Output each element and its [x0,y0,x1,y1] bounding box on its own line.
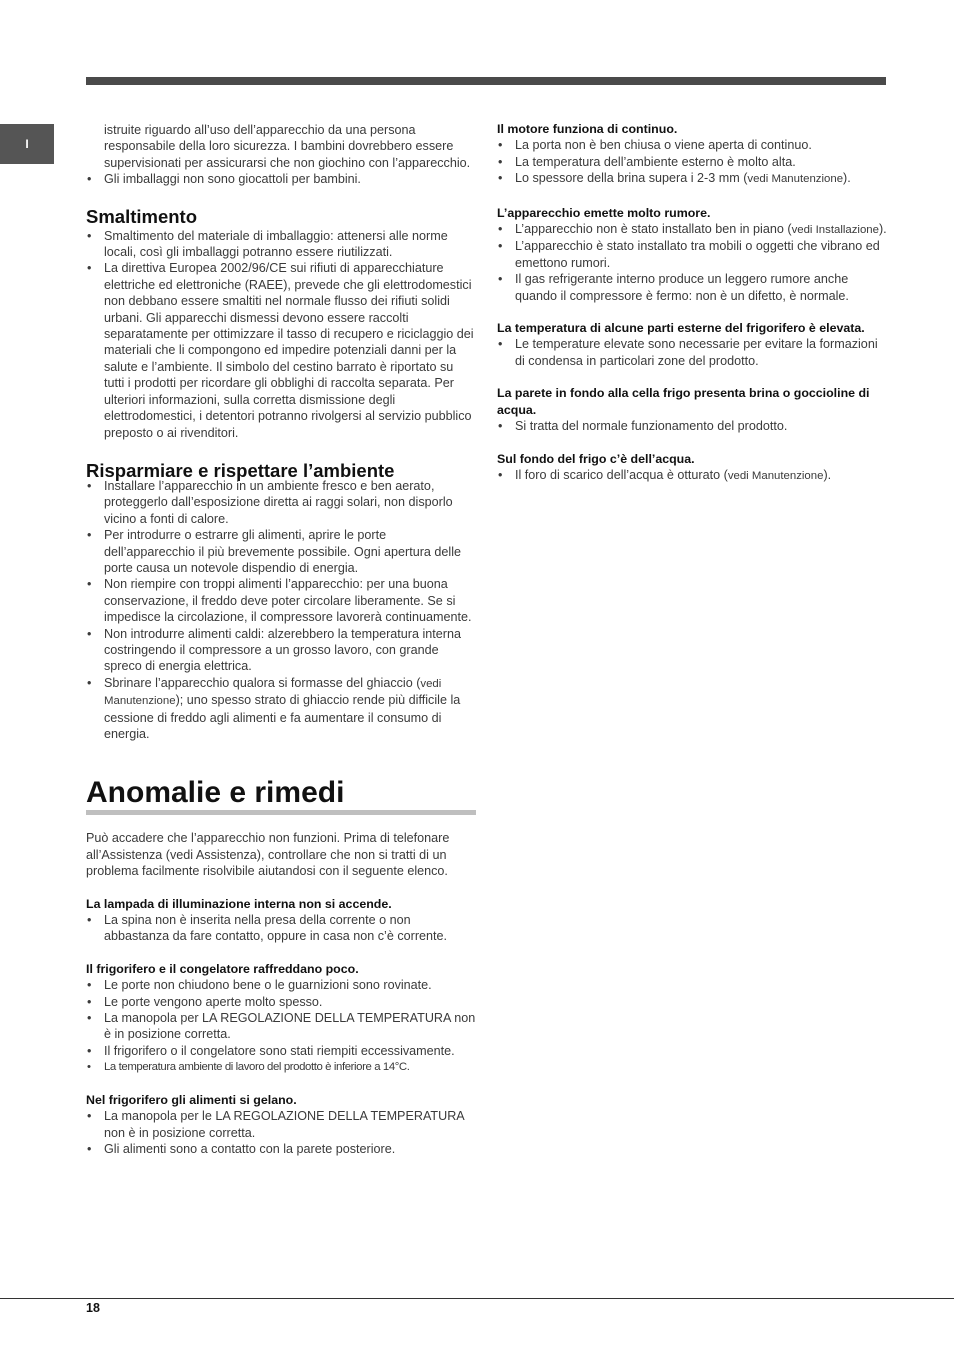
problem-heading: Il motore funziona di continuo. [497,122,678,136]
right-column [497,121,887,484]
problem-heading: La lampada di illuminazione interna non si accende. [86,896,392,911]
temperatura-esterne-bullets [497,336,887,369]
list-item: • Si tratta del normale funzionamento del prodotto. [497,418,887,434]
section-title-risparmiare: Risparmiare e rispettare l’ambiente [86,459,395,481]
list-item: • Smaltimento del materiale di imballaggio: attenersi alle norme locali, così gli imballaggi potranno essere riutilizzati. [86,228,476,261]
header-rule [86,77,886,85]
list-item: • La manopola per LA REGOLAZIONE DELLA TEMPERATURA non è in posizione corretta. [86,1010,476,1043]
list-item: istruite riguardo all’uso dell’apparecchio da una persona responsabile della loro sicurezza. I bambini dovrebbero essere supervisionati per assicurarsi che non giochino con l’apparecchio. [104,123,471,170]
smaltimento-bullets [86,228,476,441]
list-item: • Il frigorifero o il congelatore sono stati riempiti eccessivamente. [86,1043,476,1059]
language-tab [0,124,54,164]
list-item: • L’apparecchio non è stato installato ben in piano (vedi Installazione). [497,221,887,238]
problem-heading: La temperatura di alcune parti esterne del frigorifero è elevata. [497,321,865,336]
gelano-bullets [86,1108,476,1157]
language-tab-label: I [25,136,29,151]
list-item: • La temperatura ambiente di lavoro del prodotto è inferiore a 14°C. [86,1059,476,1075]
chapter-title: Anomalie e rimedi [86,776,476,815]
problem-heading: La parete in fondo alla cella frigo presenta brina o goccioline di acqua. [497,386,870,417]
parete-bullets [497,418,887,434]
list-item: • L’apparecchio è stato installato tra mobili o oggetti che vibrano ed emettono rumori. [497,238,887,271]
list-item: • Il foro di scarico dell’acqua è otturato (vedi Manutenzione). [497,467,887,484]
list-item: • Lo spessore della brina supera i 2-3 mm (vedi Manutenzione). [497,170,887,187]
acqua-bullets [497,467,887,484]
cross-reference: vedi Manutenzione [727,469,824,482]
anomalie-intro: Può accadere che l’apparecchio non funzioni. Prima di telefonare all’Assistenza (vedi Assistenza), controllare che non si tratti di un problema facilmente risolvibile aiutandosi con il seguente elenco. [86,831,450,879]
list-item: • Le porte vengono aperte molto spesso. [86,994,476,1010]
problem-heading: Il frigorifero e il congelatore raffreddano poco. [86,961,359,976]
problem-heading: Nel frigorifero gli alimenti si gelano. [86,1092,297,1107]
risparmiare-bullets [86,478,476,743]
list-item: • La spina non è inserita nella presa della corrente o non abbastanza da fare contatto, oppure in casa non c’è corrente. [86,912,476,945]
footer-rule [0,1298,954,1299]
list-item: • Installare l’apparecchio in un ambiente fresco e ben aerato, proteggerlo dall’esposizione diretta ai raggi solari, non disporlo vicino a fonti di calore. [86,478,476,527]
list-item: • Per introdurre o estrarre gli alimenti, aprire le porte dell’apparecchio il più brevemente possibile. Ogni apertura delle porte causa un notevole dispendio di energia. [86,527,476,576]
list-item: • Il gas refrigerante interno produce un leggero rumore anche quando il compressore è fermo: non è un difetto, è normale. [497,271,887,304]
section-title-smaltimento: Smaltimento [86,205,198,227]
list-item: • La manopola per le LA REGOLAZIONE DELLA TEMPERATURA non è in posizione corretta. [86,1108,476,1141]
list-item: • Gli imballaggi non sono giocattoli per bambini. [86,171,476,187]
list-item: • Non riempire con troppi alimenti l’apparecchio: per una buona conservazione, il freddo deve poter circolare liberamente. Se si impedisce la circolazione, il compressore lavorerà continuamente. [86,576,476,625]
page-number: 18 [86,1301,100,1315]
list-item: • La temperatura dell’ambiente esterno è molto alta. [497,154,887,170]
cross-reference: vedi Manutenzione [747,173,844,186]
cross-reference: vedi Manutenzione [104,677,442,708]
lampada-bullets [86,912,476,945]
left-column [86,122,476,1157]
list-item: • Gli alimenti sono a contatto con la parete posteriore. [86,1141,476,1157]
list-item: • La direttiva Europea 2002/96/CE sui rifiuti di apparecchiature elettriche ed elettroniche (RAEE), prevede che gli elettrodomestici non debbano essere smaltiti nel normale flusso dei rifiuti solidi urbani. Gli apparecchi dismessi devono essere raccolti separatamente per ottimizzare il tasso di recupero e riciclaggio dei materiali che li compongono ed impedire potenziali danni per la salute e l’ambiente. Il simbolo del cestino barrato è riportato su tutti i prodotti per ricordare gli obblighi di raccolta separata. Per ulteriori informazioni, sulla corretta dismissione degli elettrodomestici, i detentori potranno rivolgersi al servizio pubblico preposto o ai rivenditori. [86,260,476,440]
intro-bullets [86,122,476,188]
list-item: • La porta non è ben chiusa o viene aperta di continuo. [497,137,887,153]
list-item: • Sbrinare l’apparecchio qualora si formasse del ghiaccio (vedi Manutenzione); uno spesso strato di ghiaccio rende più difficile la cessione di freddo agli alimenti e fa aumentare il consumo di energia. [86,675,476,743]
motore-bullets [497,137,887,187]
problem-heading: Sul fondo del frigo c’è dell’acqua. [497,451,695,466]
problem-heading: L’apparecchio emette molto rumore. [497,205,711,220]
raffreddano-bullets [86,977,476,1075]
rumore-bullets [497,221,887,304]
list-item: • Non introdurre alimenti caldi: alzerebbero la temperatura interna costringendo il compressore a un grosso lavoro, con grande spreco di energia elettrica. [86,626,476,675]
list-item: • Le temperature elevate sono necessarie per evitare la formazioni di condensa in particolari zone del prodotto. [497,336,887,369]
cross-reference: vedi Installazione [791,224,879,237]
list-item: • Le porte non chiudono bene o le guarnizioni sono rovinate. [86,977,476,993]
